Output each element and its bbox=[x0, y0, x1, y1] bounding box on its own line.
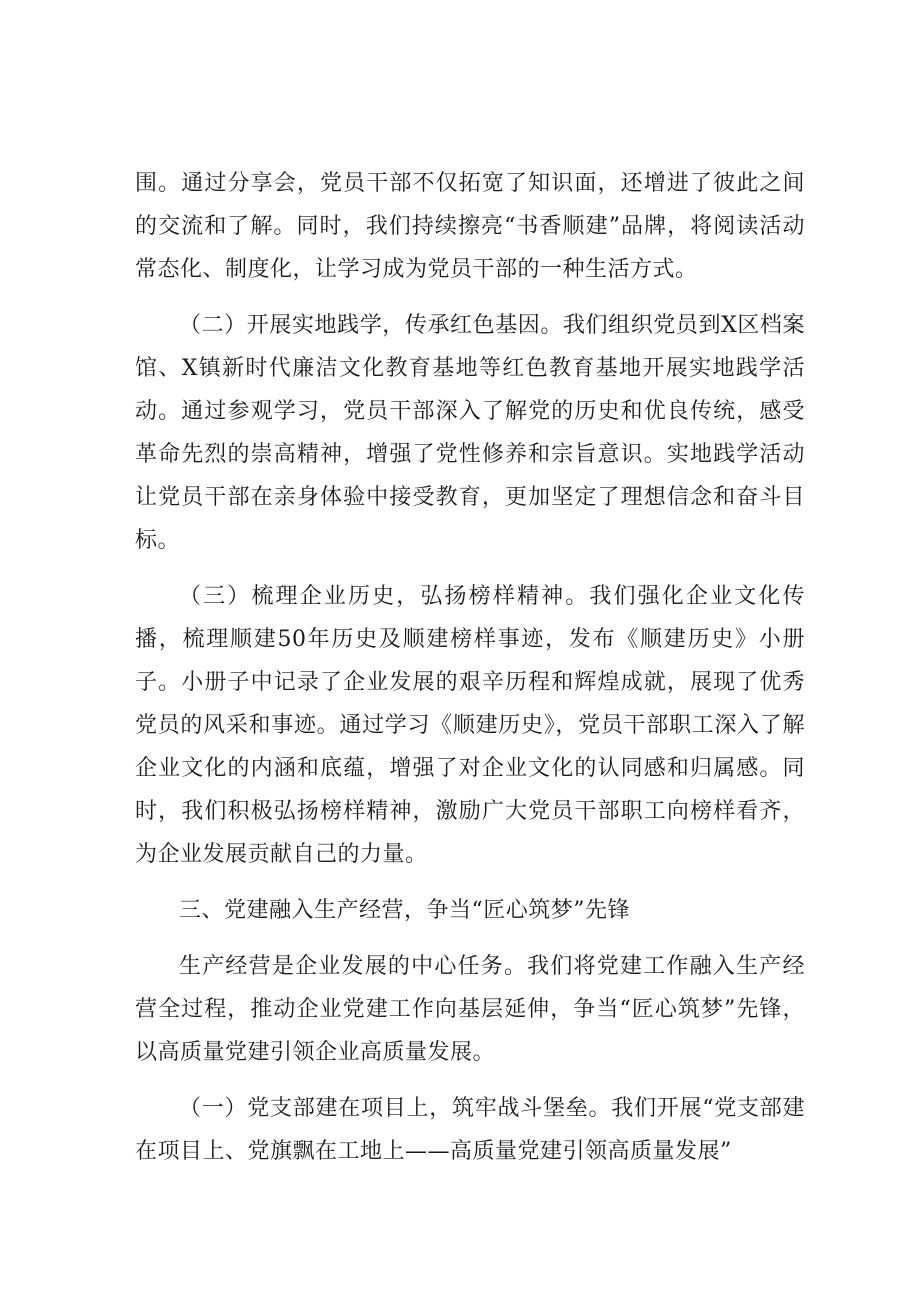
paragraph-continuation: 围。通过分享会，党员干部不仅拓宽了知识面，还增进了彼此之间的交流和了解。同时，我们持续擦亮“书香顺建”品牌，将阅读活动常态化、制度化，让学习成为党员干部的一种生活方式。 bbox=[135, 171, 805, 282]
document-body bbox=[135, 162, 805, 1186]
section-heading-production: 三、党建融入生产经营，争当“匠心筑梦”先锋 bbox=[179, 898, 630, 923]
paragraph-production-intro: 生产经营是企业发展的中心任务。我们将党建工作融入生产经营全过程，推动企业党建工作向基层延伸，争当“匠心筑梦”先锋，以高质量党建引领企业高质量发展。 bbox=[135, 954, 805, 1065]
paragraph-field-study: （二）开展实地践学，传承红色基因。我们组织党员到X区档案馆、X镇新时代廉洁文化教育基地等红色教育基地开展实地践学活动。通过参观学习，党员干部深入了解党的历史和优良传统，感受革命先烈的崇高精神，增强了党性修养和宗旨意识。实地践学活动让党员干部在亲身体验中接受教育，更加坚定了理想信念和奋斗目标。 bbox=[135, 313, 805, 553]
paragraph-company-history: （三）梳理企业历史，弘扬榜样精神。我们强化企业文化传播，梳理顺建50年历史及顺建榜样事迹，发布《顺建历史》小册子。小册子中记录了企业发展的艰辛历程和辉煌成就，展现了优秀党员的风采和事迹。通过学习《顺建历史》，党员干部职工深入了解企业文化的内涵和底蕴，增强了对企业文化的认同感和归属感。同时，我们积极弘扬榜样精神，激励广大党员干部职工向榜样看齐，为企业发展贡献自己的力量。 bbox=[135, 584, 805, 867]
paragraph-party-branch-project: （一）党支部建在项目上，筑牢战斗堡垒。我们开展“党支部建在项目上、党旗飘在工地上——高质量党建引领高质量发展” bbox=[135, 1096, 805, 1164]
